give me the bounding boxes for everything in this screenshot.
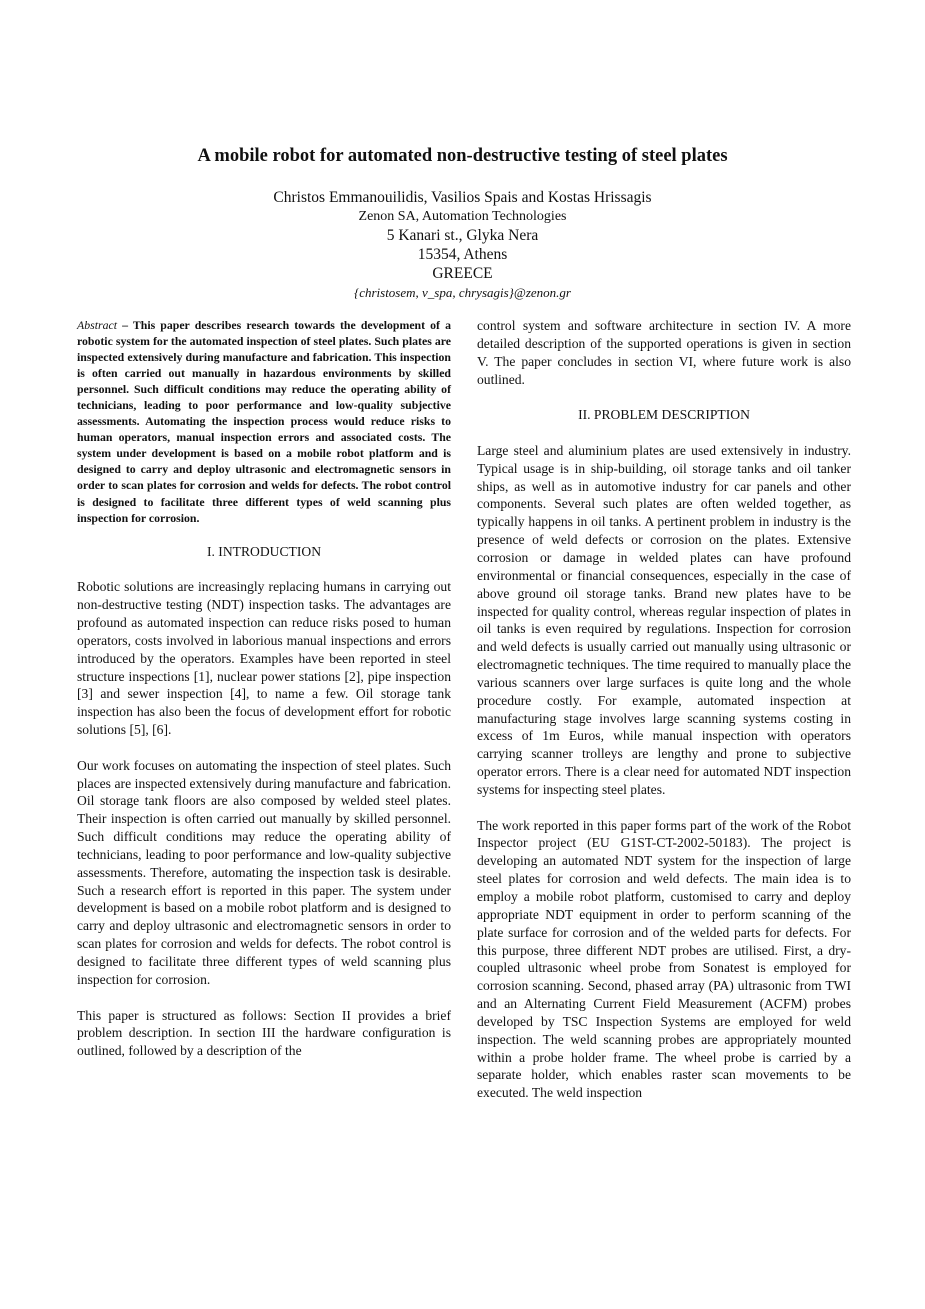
paragraph: Large steel and aluminium plates are used extensively in industry. Typical usage is in ship-building, oil storage tanks and oil tanker ships, as well as in automotive industry for car panels and other components. Several such plates are often welded together, as typically happens in oil tanks. A pertinent problem in industry is the presence of weld defects or corrosion on the plates. Extensive corrosion or damage in welded plates can have profound environmental or financial consequences, especially in the case of above ground oil storage tanks. Brand new plates have to be inspected for quality control, whereas regular inspection of plates in oil tanks is even required by regulations. Inspection for corrosion and weld defects is usually carried out manually using ultrasonic or electromagnetic techniques. The time required to manually place the various scanners over large surfaces is quite long and the whole procedure costly. For example, automated inspection at manufacturing stage involves large scanning systems costing in excess of 1m Euros, while manual inspection with operators carrying scanner trolleys are lengthy and prone to subjective operator errors. There is a clear need for automated NDT inspection systems for inspecting steel plates.	[477, 442, 851, 797]
paragraph: control system and software architecture in section IV. A more detailed description of the supported operations is given in section V. The paper concludes in section VI, where future work is also outlined.	[477, 318, 851, 387]
section-heading-problem-description: II. PROBLEM DESCRIPTION	[578, 407, 750, 423]
paper-title: A mobile robot for automated non-destructive testing of steel plates	[197, 146, 728, 166]
right-column	[477, 317, 851, 1120]
section-heading-introduction: I. INTRODUCTION	[206, 543, 322, 559]
paragraph: Robotic solutions are increasingly replacing humans in carrying out non-destructive testing (NDT) inspection tasks. The advantages are profound as automated inspection can reduce risks posed to human operators, costs involved in laborious manual inspections and errors introduced by the operators. Examples have been reported in steel structure inspections [1], nuclear power stations [2], pipe inspection [3] and sewer inspection [4], to name a few. Oil storage tank inspection has also been the focus of development effort for robotic solutions [5], [6].	[77, 579, 451, 738]
address-country: GREECE	[432, 265, 493, 282]
author-email: {christosem, v_spa, chrysagis}@zenon.gr	[354, 285, 571, 300]
abstract	[77, 317, 451, 526]
paragraph: Our work focuses on automating the inspection of steel plates. Such places are inspected extensively during manufacture and fabrication. Oil storage tank floors are also composed by welded steel plates. Their inspection is often carried out manually by skilled personnel. Such difficult conditions may reduce the operating ability of technicians, leading to poor performance and low-quality subjective assessments. Therefore, automating the inspection task is desirable. Such a research effort is reported in this paper. The system under development is based on a mobile robot platform and is designed to carry and deploy ultrasonic and electromagnetic sensors in order to scan plates for corrosion and welds for defects. The robot control is designed to facilitate three different types of weld scanning plus inspection for corrosion.	[77, 757, 451, 987]
left-column	[77, 317, 451, 1078]
author-names: Christos Emmanouilidis, Vasilios Spais and Kostas Hrissagis	[273, 189, 652, 206]
address-street: 5 Kanari st., Glyka Nera	[386, 227, 539, 244]
paragraph: This paper is structured as follows: Section II provides a brief problem description. In section III the hardware configuration is outlined, followed by a description of the	[77, 1007, 451, 1059]
abstract-text: – This paper describes research towards the development of a robotic system for the automated inspection of steel plates. Such plates are inspected extensively during manufacture and fabrication. This inspection is often carried out manually in hazardous environments by skilled personnel. Such difficult conditions may reduce the operating ability of technicians, leading to poor performance and low-quality subjective assessments. Automating the inspection process would reduce risks to human operators, manual inspection errors and associated costs. The system under development is based on a mobile robot platform and is designed to carry and deploy ultrasonic and electromagnetic sensors in order to scan plates for corrosion and welds for defects. The robot control is designed to facilitate three different types of weld scanning plus inspection for corrosion.	[77, 318, 451, 525]
abstract-label: Abstract	[77, 318, 117, 332]
author-block	[0, 188, 925, 302]
address-city: 15354, Athens	[417, 246, 508, 263]
paragraph: The work reported in this paper forms part of the work of the Robot Inspector project (EU G1ST-CT-2002-50183). The project is developing an automated NDT system for the inspection of large steel plates for corrosion and weld defects. The main idea is to employ a mobile robot platform, customised to carry and deploy appropriate NDT equipment in order to perform scanning of the plate surface for corrosion and of the welded parts for defects. For this purpose, three different NDT probes are utilised. First, a dry-coupled ultrasonic wheel probe from Sonatest is employed for corrosion scanning. Second, phased array (PA) ultrasonic from TWI and an Alternating Current Field Measurement (ACFM) probes developed by TSC Inspection Systems are employed for weld inspection. The weld scanning probes are appropriately mounted within a probe holder frame. The wheel probe is carried by a separate holder, which enables raster scan movements to be executed. The weld inspection	[477, 817, 851, 1101]
affiliation: Zenon SA, Automation Technologies	[358, 209, 567, 224]
